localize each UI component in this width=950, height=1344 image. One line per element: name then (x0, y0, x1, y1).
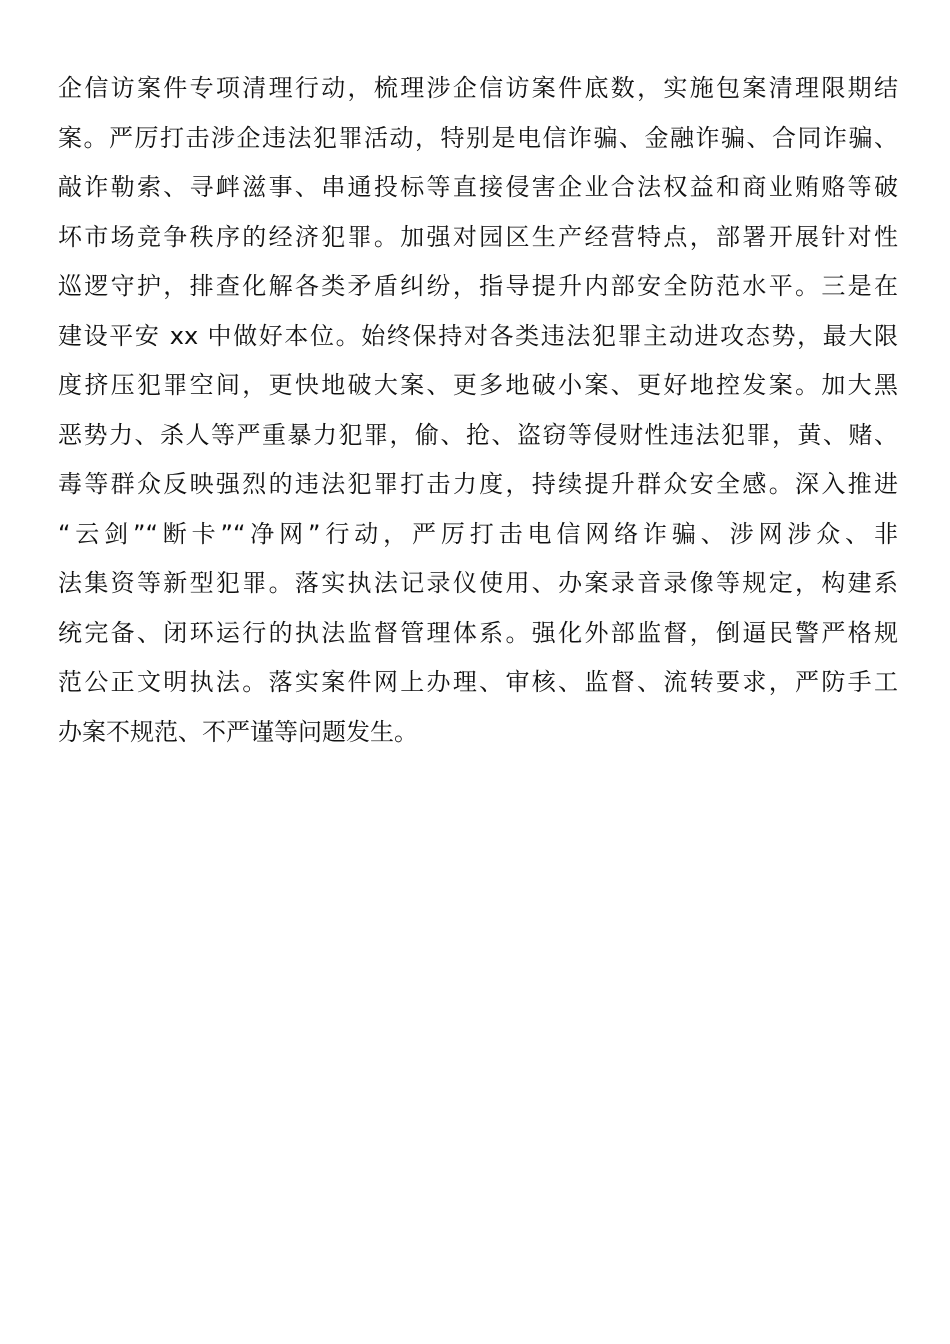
text-line: 办案不规范、不严谨等问题发生。 (58, 717, 418, 746)
text-line: 度挤压犯罪空间，更快地破大案、更多地破小案、更好地控发案。加大黑 (58, 371, 898, 399)
text-line: 敲诈勒索、寻衅滋事、串通投标等直接侵害企业合法权益和商业贿赂等破 (58, 173, 898, 201)
text-line: 企信访案件专项清理行动，梳理涉企信访案件底数，实施包案清理限期结 (58, 74, 898, 102)
body-paragraph (58, 64, 898, 757)
text-line: 恶势力、杀人等严重暴力犯罪，偷、抢、盗窃等侵财性违法犯罪，黄、赌、 (58, 420, 898, 449)
text-line: 建设平安 xx 中做好本位。始终保持对各类违法犯罪主动进攻态势，最大限 (58, 321, 898, 350)
text-line: 毒等群众反映强烈的违法犯罪打击力度，持续提升群众安全感。深入推进 (58, 470, 898, 498)
text-line: 统完备、闭环运行的执法监督管理体系。强化外部监督，倒逼民警严格规 (58, 618, 898, 647)
text-line: 范公正文明执法。落实案件网上办理、审核、监督、流转要求，严防手工 (58, 668, 898, 696)
text-line: 案。严厉打击涉企违法犯罪活动，特别是电信诈骗、金融诈骗、合同诈骗、 (58, 123, 898, 152)
text-line: 坏市场竞争秩序的经济犯罪。加强对园区生产经营特点，部署开展针对性 (58, 222, 898, 251)
text-line: 巡逻守护，排查化解各类矛盾纠纷，指导提升内部安全防范水平。三是在 (58, 272, 898, 300)
text-line: “云剑”“断卡”“净网”行动，严厉打击电信网络诈骗、涉网涉众、非 (58, 519, 898, 548)
text-line: 法集资等新型犯罪。落实执法记录仪使用、办案录音录像等规定，构建系 (58, 569, 898, 597)
